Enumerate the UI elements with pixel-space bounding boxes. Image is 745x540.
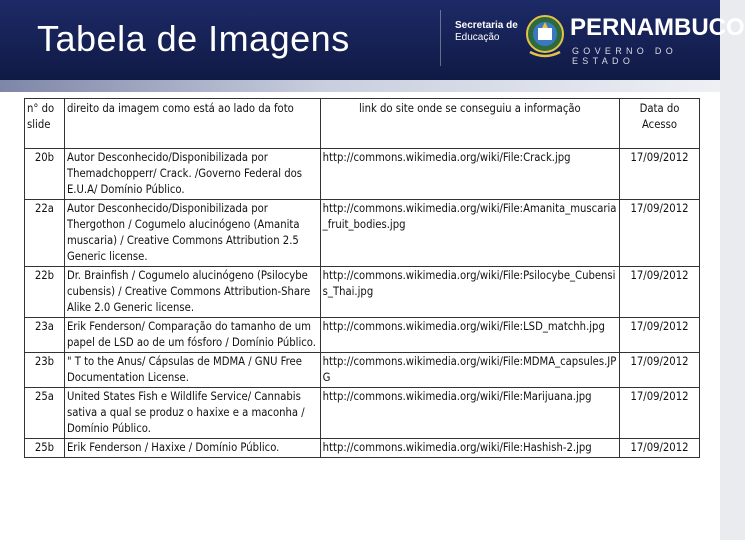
cell-link[interactable]: http://commons.wikimedia.org/wiki/File:Crack.jpg: [320, 149, 619, 200]
cell-date: 17/09/2012: [620, 353, 700, 388]
cell-date: 17/09/2012: [620, 149, 700, 200]
cell-link[interactable]: http://commons.wikimedia.org/wiki/File:Amanita_muscaria_fruit_bodies.jpg: [320, 200, 619, 267]
cell-link[interactable]: http://commons.wikimedia.org/wiki/File:LSD_matchh.jpg: [320, 318, 619, 353]
brand-subtitle: GOVERNO DO ESTADO: [572, 46, 678, 66]
cell-link[interactable]: http://commons.wikimedia.org/wiki/File:Marijuana.jpg: [320, 388, 619, 439]
coat-of-arms-icon: [524, 12, 566, 60]
cell-rights: Autor Desconhecido/Disponibilizada por Thergothon / Cogumelo alucinógeno (Amanita muscaria) / Creative Commons Attribution 2.5 Generic license.: [64, 200, 320, 267]
cell-rights: Autor Desconhecido/Disponibilizada por Themadchopperr/ Crack. /Governo Federal dos E.U.A/ Domínio Público.: [64, 149, 320, 200]
images-table: [24, 98, 700, 458]
cell-slide: 25b: [25, 439, 65, 458]
secretaria-line2: Educação: [455, 32, 500, 43]
table-row: [25, 149, 700, 200]
cell-slide: 25a: [25, 388, 65, 439]
cell-rights: Dr. Brainfish / Cogumelo alucinógeno (Psilocybe cubensis) / Creative Commons Attribution-Share Alike 2.0 Generic license.: [64, 267, 320, 318]
slide-header: [0, 0, 745, 80]
cell-rights: " T to the Anus/ Cápsulas de MDMA / GNU Free Documentation License.: [64, 353, 320, 388]
brand-name: PERNAMBUCO: [570, 14, 745, 41]
table-row: [25, 200, 700, 267]
table-header-row: [25, 99, 700, 149]
cell-slide: 23a: [25, 318, 65, 353]
cell-slide: 22a: [25, 200, 65, 267]
cell-link[interactable]: http://commons.wikimedia.org/wiki/File:Hashish-2.jpg: [320, 439, 619, 458]
slide-content: [0, 92, 720, 540]
table-row: [25, 318, 700, 353]
secretaria-label: [455, 20, 525, 44]
cell-date: 17/09/2012: [620, 200, 700, 267]
slide-title: Tabela de Imagens: [37, 18, 350, 59]
table-row: [25, 388, 700, 439]
header-band: [0, 80, 720, 92]
table-row: [25, 439, 700, 458]
cell-rights: United States Fish e Wildlife Service/ Cannabis sativa a qual se produz o haxixe e a maconha / Domínio Público.: [64, 388, 320, 439]
cell-date: 17/09/2012: [620, 318, 700, 353]
cell-slide: 22b: [25, 267, 65, 318]
cell-date: 17/09/2012: [620, 439, 700, 458]
cell-link[interactable]: http://commons.wikimedia.org/wiki/File:Psilocybe_Cubensis_Thai.jpg: [320, 267, 619, 318]
cell-date: 17/09/2012: [620, 388, 700, 439]
header-link: link do site onde se conseguiu a informação: [320, 99, 619, 149]
header-slide: n° do slide: [25, 99, 65, 149]
cell-slide: 20b: [25, 149, 65, 200]
header-divider: [440, 10, 441, 66]
table-row: [25, 267, 700, 318]
secretaria-line1: Secretaria de: [455, 20, 518, 31]
cell-date: 17/09/2012: [620, 267, 700, 318]
header-date: Data do Acesso: [620, 99, 700, 149]
cell-rights: Erik Fenderson/ Comparação do tamanho de um papel de LSD ao de um fósforo / Domínio Público.: [64, 318, 320, 353]
cell-link[interactable]: http://commons.wikimedia.org/wiki/File:MDMA_capsules.JPG: [320, 353, 619, 388]
header-rights: direito da imagem como está ao lado da foto: [64, 99, 320, 149]
table-row: [25, 353, 700, 388]
cell-slide: 23b: [25, 353, 65, 388]
cell-rights: Erik Fenderson / Haxixe / Domínio Público.: [64, 439, 320, 458]
